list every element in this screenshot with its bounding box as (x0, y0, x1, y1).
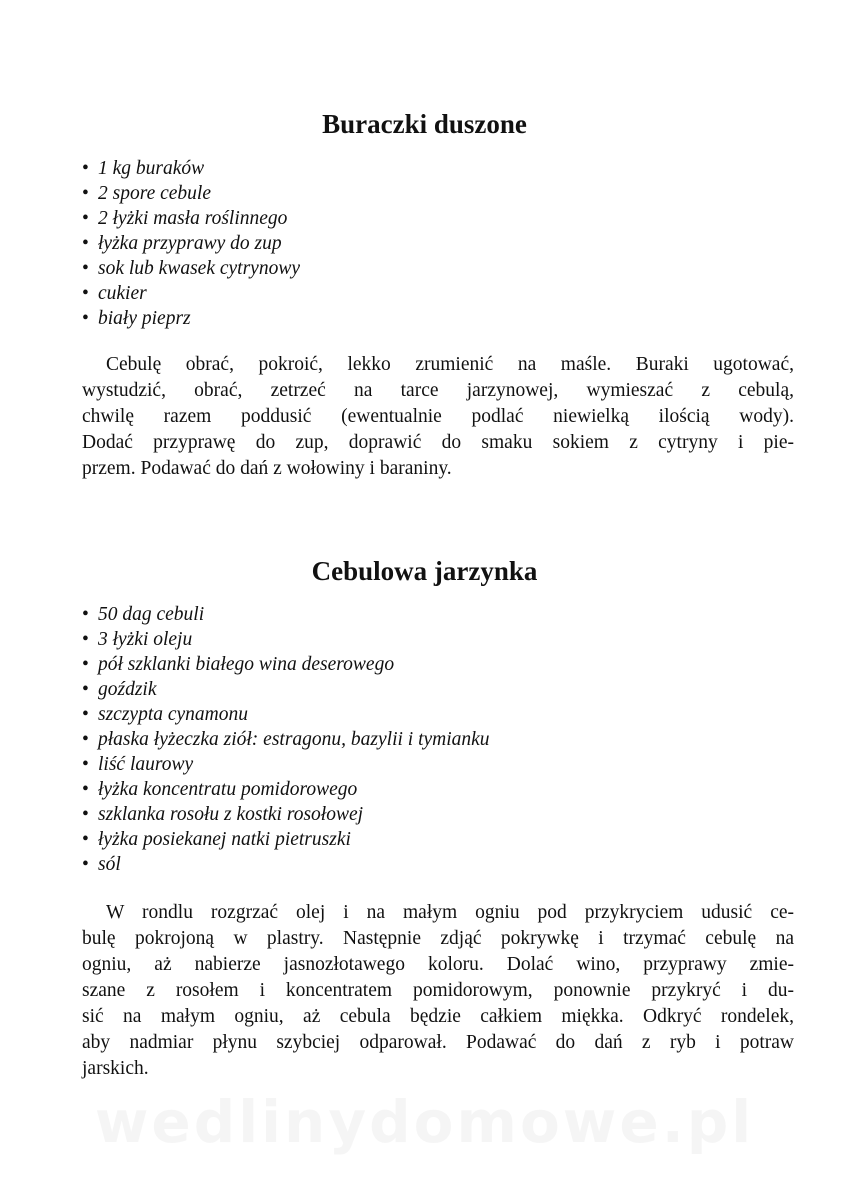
list-item: • liść laurowy (82, 752, 490, 777)
list-item: • 50 dag cebuli (82, 602, 490, 627)
list-item: • łyżka posiekanej natki pietruszki (82, 827, 490, 852)
list-item: • łyżka koncentratu pomidorowego (82, 777, 490, 802)
text-line: przem. Podawać do dań z wołowiny i baraniny. (82, 458, 452, 479)
text-line: Dodać przyprawę do zup, doprawić do smaku sokiem z cytryny i pie- (82, 432, 794, 453)
watermark: wedlinydomowe.pl (94, 1088, 755, 1156)
text-line: W rondlu rozgrzać olej i na małym ogniu pod przykryciem udusić ce- (106, 902, 794, 923)
list-item: • szklanka rosołu z kostki rosołowej (82, 802, 490, 827)
list-item: • szczypta cynamonu (82, 702, 490, 727)
instructions-buraczki (82, 352, 794, 482)
list-item: • 1 kg buraków (82, 156, 300, 181)
text-line: wystudzić, obrać, zetrzeć na tarce jarzynowej, wymieszać z cebulą, (82, 380, 794, 401)
ingredients-list-cebulowa (82, 602, 490, 877)
list-item: • goździk (82, 677, 490, 702)
list-item: • sok lub kwasek cytrynowy (82, 256, 300, 281)
text-line: Cebulę obrać, pokroić, lekko zrumienić na maśle. Buraki ugotować, (106, 354, 794, 375)
list-item: • biały pieprz (82, 306, 300, 331)
ingredients-list-buraczki (82, 156, 300, 331)
list-item: • sól (82, 852, 490, 877)
list-item: • pół szklanki białego wina deserowego (82, 652, 490, 677)
recipe-title-buraczki: Buraczki duszone (322, 109, 527, 139)
list-item: • 3 łyżki oleju (82, 627, 490, 652)
list-item: • cukier (82, 281, 300, 306)
list-item: • 2 spore cebule (82, 181, 300, 206)
recipe-title-cebulowa: Cebulowa jarzynka (311, 556, 538, 586)
list-item: • łyżka przyprawy do zup (82, 231, 300, 256)
text-line: sić na małym ogniu, aż cebula będzie całkiem miękka. Odkryć rondelek, (82, 1006, 794, 1027)
text-line: szane z rosołem i koncentratem pomidorowym, ponownie przykryć i du- (82, 980, 794, 1001)
list-item: • 2 łyżki masła roślinnego (82, 206, 300, 231)
text-line: chwilę razem poddusić (ewentualnie podlać niewielką ilością wody). (82, 406, 794, 427)
text-line: aby nadmiar płynu szybciej odparował. Podawać do dań z ryb i potraw (82, 1032, 794, 1053)
list-item: • płaska łyżeczka ziół: estragonu, bazylii i tymianku (82, 727, 490, 752)
text-line: bulę pokrojoną w plastry. Następnie zdjąć pokrywkę i trzymać cebulę na (82, 928, 794, 949)
text-line: ogniu, aż nabierze jasnozłotawego koloru. Dolać wino, przyprawy zmie- (82, 954, 794, 975)
text-line: jarskich. (82, 1058, 149, 1079)
instructions-cebulowa (82, 900, 794, 1082)
